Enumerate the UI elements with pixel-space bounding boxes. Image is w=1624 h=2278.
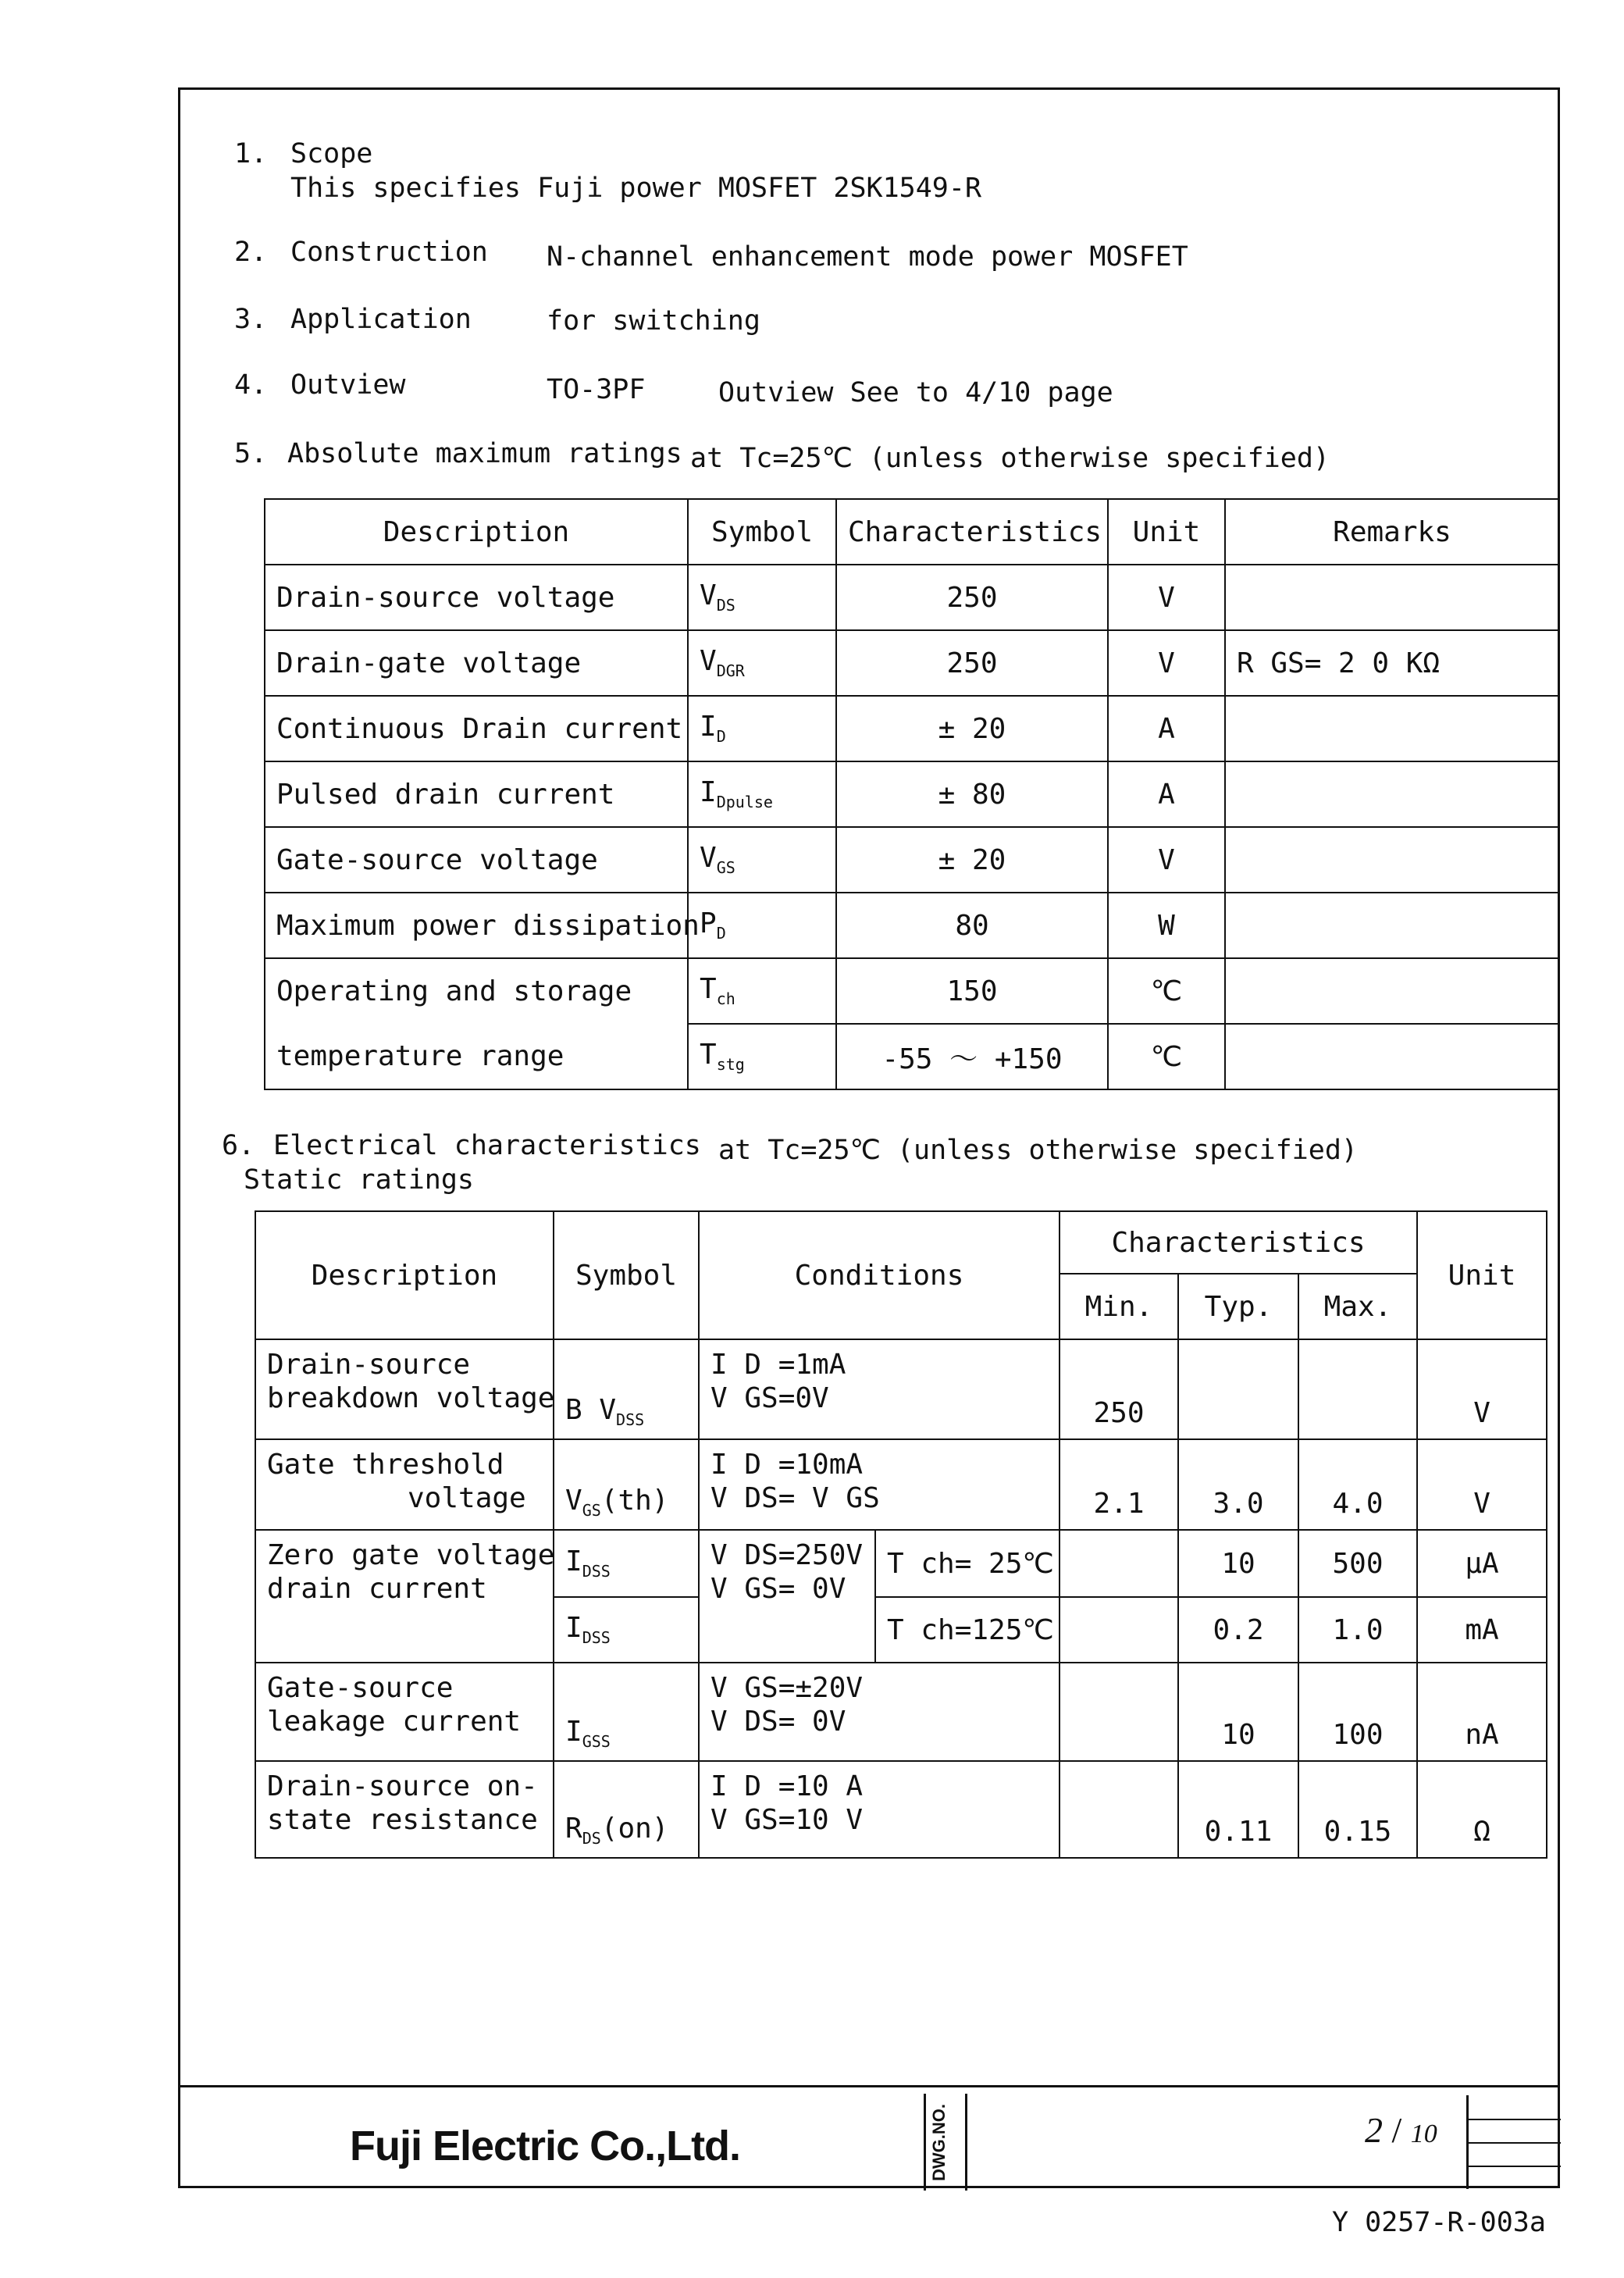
row-unit: ℃	[1108, 958, 1225, 1024]
row-max: 100	[1298, 1663, 1417, 1761]
header-max: Max.	[1298, 1274, 1417, 1339]
row-unit: V	[1108, 827, 1225, 893]
section-3-number: 3.	[234, 304, 268, 335]
row-description: Gate-source voltage	[265, 827, 688, 893]
row-min	[1060, 1761, 1178, 1858]
table-row	[255, 1339, 1547, 1439]
row-value: -55 ～ +150	[836, 1024, 1108, 1089]
row-symbol: $I_{Dpulse}$	[688, 761, 836, 827]
row-typ: 0.11	[1178, 1761, 1298, 1858]
header-conditions: Conditions	[699, 1211, 1060, 1339]
section-2-value: N-channel enhancement mode power MOSFET	[547, 241, 1188, 273]
row-max: 500	[1298, 1530, 1417, 1597]
table-row	[265, 958, 1559, 1024]
row-max: 1.0	[1298, 1597, 1417, 1663]
title-block	[178, 2085, 1560, 2191]
row-symbol: $I_{GSS}$	[554, 1663, 699, 1761]
row-symbol: $V_{GS}(th)$	[554, 1439, 699, 1530]
row-symbol: $R_{DS}(on)$	[554, 1761, 699, 1858]
header-symbol: Symbol	[688, 499, 836, 565]
row-remarks	[1225, 958, 1559, 1024]
row-description: Maximum power dissipation	[265, 893, 688, 958]
row-temp-condition: T ch=125℃	[875, 1597, 1060, 1663]
section-6-number: 6.	[222, 1130, 255, 1161]
row-symbol: $T_{stg}$	[688, 1024, 836, 1089]
row-value: 80	[836, 893, 1108, 958]
row-remarks	[1225, 696, 1559, 761]
header-min: Min.	[1060, 1274, 1178, 1339]
section-4-value: TO-3PF	[547, 374, 646, 405]
table-row	[265, 1024, 1559, 1089]
row-max	[1298, 1339, 1417, 1439]
section-5-condition: at Tc=25℃ (unless otherwise specified)	[690, 443, 1330, 474]
table-row	[265, 761, 1559, 827]
row-unit: V	[1417, 1339, 1547, 1439]
row-max: 4.0	[1298, 1439, 1417, 1530]
row-value: 250	[836, 565, 1108, 630]
table-row	[255, 1530, 1547, 1597]
row-max: 0.15	[1298, 1761, 1417, 1858]
row-conditions: V DS=250V V GS= 0V	[699, 1530, 875, 1663]
row-min: 250	[1060, 1339, 1178, 1439]
section-6-condition: at Tc=25℃ (unless otherwise specified)	[718, 1135, 1358, 1166]
row-description: Zero gate voltage drain current	[255, 1530, 554, 1663]
row-unit: mA	[1417, 1597, 1547, 1663]
row-typ: 10	[1178, 1663, 1298, 1761]
table-row	[255, 1761, 1547, 1858]
row-unit: V	[1417, 1439, 1547, 1530]
row-description: temperature range	[265, 1024, 688, 1089]
table-row	[265, 827, 1559, 893]
row-value: 150	[836, 958, 1108, 1024]
row-symbol: $V_{DS}$	[688, 565, 836, 630]
row-temp-condition: T ch= 25℃	[875, 1530, 1060, 1597]
row-unit: W	[1108, 893, 1225, 958]
row-remarks	[1225, 761, 1559, 827]
header-description: Description	[255, 1211, 554, 1339]
section-1-title: Scope	[290, 138, 373, 169]
row-value: 250	[836, 630, 1108, 696]
electrical-characteristics-table	[255, 1210, 1547, 1859]
row-description: Drain-source on- state resistance	[255, 1761, 554, 1858]
section-3-title: Application	[290, 304, 472, 335]
table-row	[265, 630, 1559, 696]
row-conditions: V GS=±20V V DS= 0V	[699, 1663, 1060, 1761]
row-unit: μA	[1417, 1530, 1547, 1597]
row-value: ± 20	[836, 696, 1108, 761]
row-remarks	[1225, 1024, 1559, 1089]
row-description: Operating and storage	[265, 958, 688, 1024]
row-description: Drain-source voltage	[265, 565, 688, 630]
absolute-max-ratings-table	[264, 498, 1560, 1090]
row-unit: A	[1108, 761, 1225, 827]
header-symbol: Symbol	[554, 1211, 699, 1339]
row-description: Gate threshold voltage	[255, 1439, 554, 1530]
row-unit: ℃	[1108, 1024, 1225, 1089]
row-remarks	[1225, 827, 1559, 893]
row-remarks	[1225, 565, 1559, 630]
table-header-row	[255, 1211, 1547, 1274]
header-characteristics: Characteristics	[1060, 1211, 1417, 1274]
row-symbol: $I_{DSS}$	[554, 1530, 699, 1597]
section-5-title: Absolute maximum ratings	[287, 438, 682, 469]
row-unit: Ω	[1417, 1761, 1547, 1858]
row-symbol: $T_{ch}$	[688, 958, 836, 1024]
section-6-subtitle: Static ratings	[244, 1164, 475, 1196]
row-value: ± 80	[836, 761, 1108, 827]
row-remarks: R GS= 2 0 KΩ	[1225, 630, 1559, 696]
row-symbol: $I_{DSS}$	[554, 1597, 699, 1663]
section-5-number: 5.	[234, 438, 268, 469]
table-row	[255, 1663, 1547, 1761]
table-row	[265, 893, 1559, 958]
row-description: Drain-source breakdown voltage	[255, 1339, 554, 1439]
row-description: Drain-gate voltage	[265, 630, 688, 696]
section-2-number: 2.	[234, 237, 268, 268]
row-typ	[1178, 1339, 1298, 1439]
row-conditions: I D =1mA V GS=0V	[699, 1339, 1060, 1439]
row-typ: 10	[1178, 1530, 1298, 1597]
section-2-title: Construction	[290, 237, 488, 268]
section-4-number: 4.	[234, 369, 268, 401]
row-symbol: $P_D$	[688, 893, 836, 958]
row-unit: A	[1108, 696, 1225, 761]
header-typ: Typ.	[1178, 1274, 1298, 1339]
row-symbol: $V_{GS}$	[688, 827, 836, 893]
row-conditions: I D =10mA V DS= V GS	[699, 1439, 1060, 1530]
table-row	[265, 565, 1559, 630]
header-description: Description	[265, 499, 688, 565]
row-symbol: B $V_{DSS}$	[554, 1339, 699, 1439]
row-conditions: I D =10 A V GS=10 V	[699, 1761, 1060, 1858]
row-symbol: $I_D$	[688, 696, 836, 761]
section-3-value: for switching	[547, 305, 760, 337]
section-4-title: Outview	[290, 369, 406, 401]
row-min	[1060, 1663, 1178, 1761]
page-total: 10	[1410, 2119, 1437, 2148]
row-description: Gate-source leakage current	[255, 1663, 554, 1761]
row-unit: V	[1108, 565, 1225, 630]
row-unit: nA	[1417, 1663, 1547, 1761]
company-name: Fuji Electric Co.,Ltd.	[350, 2123, 741, 2169]
drawing-number-box	[924, 2094, 967, 2191]
drawing-number-label: DWG.NO.	[929, 2104, 949, 2181]
row-min	[1060, 1597, 1178, 1663]
section-1-number: 1.	[234, 138, 268, 169]
row-min	[1060, 1530, 1178, 1597]
row-value: ± 20	[836, 827, 1108, 893]
row-typ: 3.0	[1178, 1439, 1298, 1530]
table-header-row	[265, 499, 1559, 565]
row-unit: V	[1108, 630, 1225, 696]
header-unit: Unit	[1108, 499, 1225, 565]
document-id: Y 0257-R-003a	[1332, 2207, 1546, 2238]
row-description: Pulsed drain current	[265, 761, 688, 827]
header-unit: Unit	[1417, 1211, 1547, 1339]
row-symbol: $V_{DGR}$	[688, 630, 836, 696]
revision-grid	[1466, 2095, 1561, 2189]
table-row	[255, 1439, 1547, 1530]
section-1-text: This specifies Fuji power MOSFET 2SK1549-R	[290, 173, 982, 204]
page-number: 2 / 10	[1365, 2110, 1437, 2150]
page-current: 2	[1365, 2110, 1383, 2150]
section-4-value2: Outview See to 4/10 page	[718, 377, 1113, 408]
row-remarks	[1225, 893, 1559, 958]
table-row	[265, 696, 1559, 761]
row-description: Continuous Drain current	[265, 696, 688, 761]
row-min: 2.1	[1060, 1439, 1178, 1530]
header-remarks: Remarks	[1225, 499, 1559, 565]
section-6-title: Electrical characteristics	[273, 1130, 701, 1161]
header-characteristics: Characteristics	[836, 499, 1108, 565]
row-typ: 0.2	[1178, 1597, 1298, 1663]
